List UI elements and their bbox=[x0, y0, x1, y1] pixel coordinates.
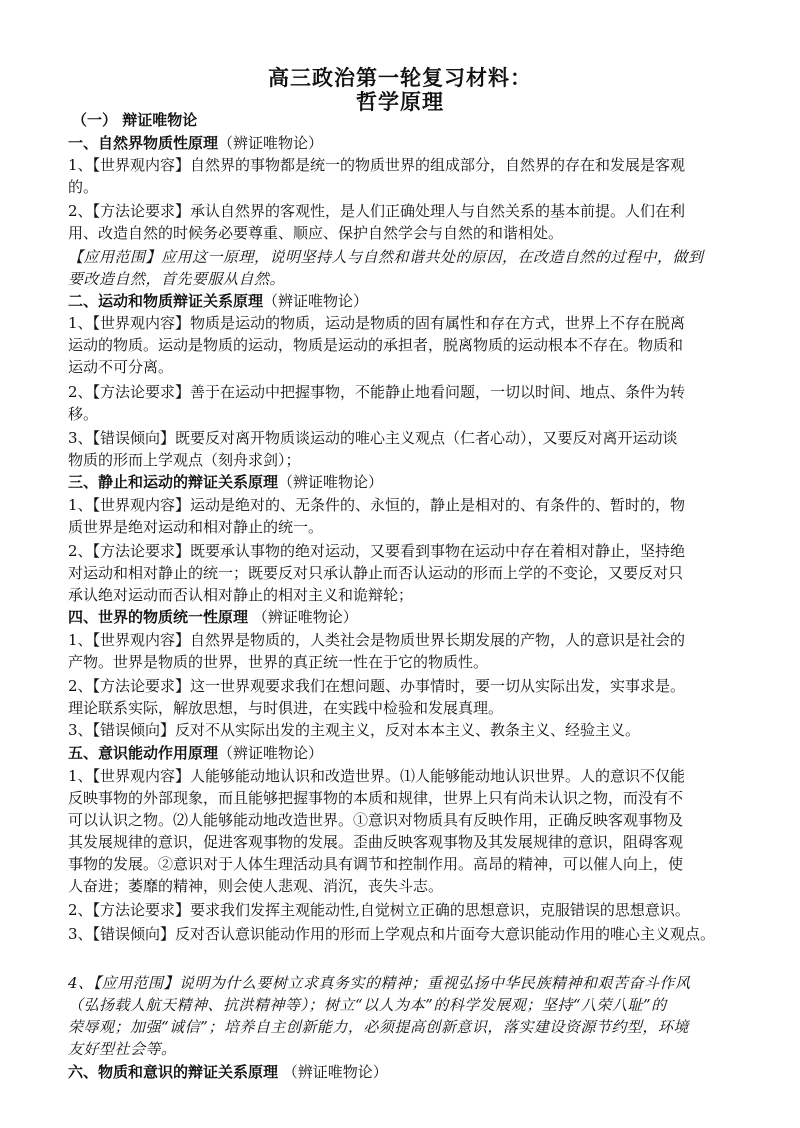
text-line: 的。 bbox=[68, 178, 99, 196]
text-line: 物质的形而上学观点（刻舟求剑）； bbox=[68, 451, 301, 469]
section-5-note: （辨证唯物论） bbox=[218, 744, 324, 762]
section-1-title: 一、自然界物质性原理 bbox=[68, 134, 219, 152]
section-1-note: （辨证唯物论） bbox=[218, 134, 324, 152]
section-6-heading bbox=[68, 1062, 748, 1082]
text-line: 1、【世界观内容】自然界的事物都是统一的物质世界的组成部分，自然界的存在和发展是客观 bbox=[68, 156, 686, 174]
text-line: 1、【世界观内容】运动是绝对的、无条件的、永恒的，静止是相对的、有条件的、暂时的，物 bbox=[68, 496, 686, 514]
section-6-note: （辨证唯物论） bbox=[278, 1063, 388, 1081]
text-line: 3、【错误倾向】反对否认意识能动作用的形而上学观点和片面夸大意识能动作用的唯心主义观点。 bbox=[68, 925, 716, 943]
text-line: 2、【方法论要求】善于在运动中把握事物，不能静止地看问题，一切以时间、地点、条件为转 bbox=[68, 383, 686, 401]
section-5-heading bbox=[68, 743, 748, 763]
text-line: 3、【错误倾向】既要反对离开物质谈运动的唯心主义观点（仁者心动），又要反对离开运动谈 bbox=[68, 429, 678, 447]
text-line: 可以认识之物。⑵人能够能动地改造世界。①意识对物质具有反映作用，正确反映客观事物及 bbox=[68, 811, 684, 829]
doc-title-line2: 哲学原理 bbox=[356, 89, 444, 114]
text-line: 【应用范围】应用这一原理，说明坚持人与自然和谐共处的原因，在改造自然的过程中，做到 bbox=[68, 248, 704, 266]
section-2-title: 二、运动和物质辩证关系原理 bbox=[68, 292, 264, 310]
text-line: 事物的发展。②意识对于人体生理活动具有调节和控制作用。高昂的精神，可以催人向上，使 bbox=[68, 855, 684, 873]
text-line: 反映事物的外部现象，而且能够把握事物的本质和规律，世界上只有尚未认识之物，而没有不 bbox=[68, 789, 684, 807]
text-line: 其发展规律的意识，促进客观事物的发展。歪曲反映客观事物及其发展规律的意识，阻碍客观 bbox=[68, 833, 684, 851]
text-line: 理论联系实际，解放思想，与时俱进，在实践中检验和发展真理。 bbox=[68, 699, 504, 717]
section-4-note: （辨证唯物论） bbox=[248, 608, 358, 626]
text-line: 2、【方法论要求】这一世界观要求我们在想问题、办事情时，要一切从实际出发，实事求是。 bbox=[68, 677, 686, 695]
text-line: 用、改造自然的时候务必要尊重、顺应、保护自然学会与自然的和谐相处。 bbox=[68, 224, 564, 242]
text-line: （弘扬载人航天精神、抗洪精神等）；树立“以人为本”的科学发展观；坚持“八荣八耻”的 bbox=[68, 996, 667, 1014]
section-3-note: （辨证唯物论） bbox=[278, 473, 384, 491]
text-line: 2、【方法论要求】要求我们发挥主观能动性,自觉树立正确的思想意识，克服错误的思想意识。 bbox=[68, 901, 690, 919]
section-3-title: 三、静止和运动的辩证关系原理 bbox=[68, 473, 279, 491]
text-line: 4、【应用范围】说明为什么要树立求真务实的精神；重视弘扬中华民族精神和艰苦奋斗作风 bbox=[68, 974, 691, 992]
text-line: 承认绝对运动而否认相对静止的相对主义和诡辩轮； bbox=[68, 586, 414, 604]
section-4-heading bbox=[68, 607, 748, 627]
text-line: 产物。世界是物质的世界，世界的真正统一性在于它的物质性。 bbox=[68, 653, 489, 671]
section-4-title: 四、世界的物质统一性原理 bbox=[68, 608, 249, 626]
text-line: 3、【错误倾向】反对不从实际出发的主观主义，反对本本主义、教条主义、经验主义。 bbox=[68, 721, 641, 739]
text-line: 移。 bbox=[68, 405, 99, 423]
section-6-title: 六、物质和意识的辩证关系原理 bbox=[68, 1063, 279, 1081]
text-line: 对运动和相对静止的统一；既要反对只承认静止而否认运动的形而上学的不变论，又要反对只 bbox=[68, 564, 684, 582]
section-1-heading bbox=[68, 133, 748, 153]
text-line: 1、【世界观内容】物质是运动的物质，运动是物质的固有属性和存在方式，世界上不存在脱离 bbox=[68, 314, 686, 332]
text-line: 运动的物质。运动是物质的运动，物质是运动的承担者，脱离物质的运动根本不存在。物质和 bbox=[68, 336, 684, 354]
text-line: 质世界是绝对运动和相对静止的统一。 bbox=[68, 518, 324, 536]
text-line: 运动不可分离。 bbox=[68, 358, 174, 376]
text-line: 1、【世界观内容】人能够能动地认识和改造世界。⑴人能够能动地认识世界。人的意识不仅能 bbox=[68, 767, 686, 785]
section-2-note: （辨证唯物论） bbox=[263, 292, 369, 310]
section-3-heading bbox=[68, 472, 748, 492]
text-line: 友好型社会等。 bbox=[68, 1040, 177, 1058]
doc-title-line1: 高三政治第一轮复习材料： bbox=[268, 65, 532, 90]
text-line: 2、【方法论要求】承认自然界的客观性，是人们正确处理人与自然关系的基本前提。人们在利 bbox=[68, 202, 686, 220]
section-5-title: 五、意识能动作用原理 bbox=[68, 744, 219, 762]
text-line: 人奋进；萎靡的精神，则会使人悲观、消沉，丧失斗志。 bbox=[68, 877, 444, 895]
text-line: 要改造自然，首先要服从自然。 bbox=[68, 270, 286, 288]
section-2-heading bbox=[68, 291, 748, 311]
text-line: 2、【方法论要求】既要承认事物的绝对运动，又要看到事物在运动中存在着相对静止，坚持绝 bbox=[68, 542, 686, 560]
section-heading-dialectical-materialism: （一） 辩证唯物论 bbox=[72, 111, 198, 129]
text-line: 1、【世界观内容】自然界是物质的，人类社会是物质世界长期发展的产物，人的意识是社会的 bbox=[68, 631, 686, 649]
text-line: 荣辱观；加强“诚信”；培养自主创新能力，必须提高创新意识，落实建设资源节约型，环境 bbox=[68, 1018, 689, 1036]
